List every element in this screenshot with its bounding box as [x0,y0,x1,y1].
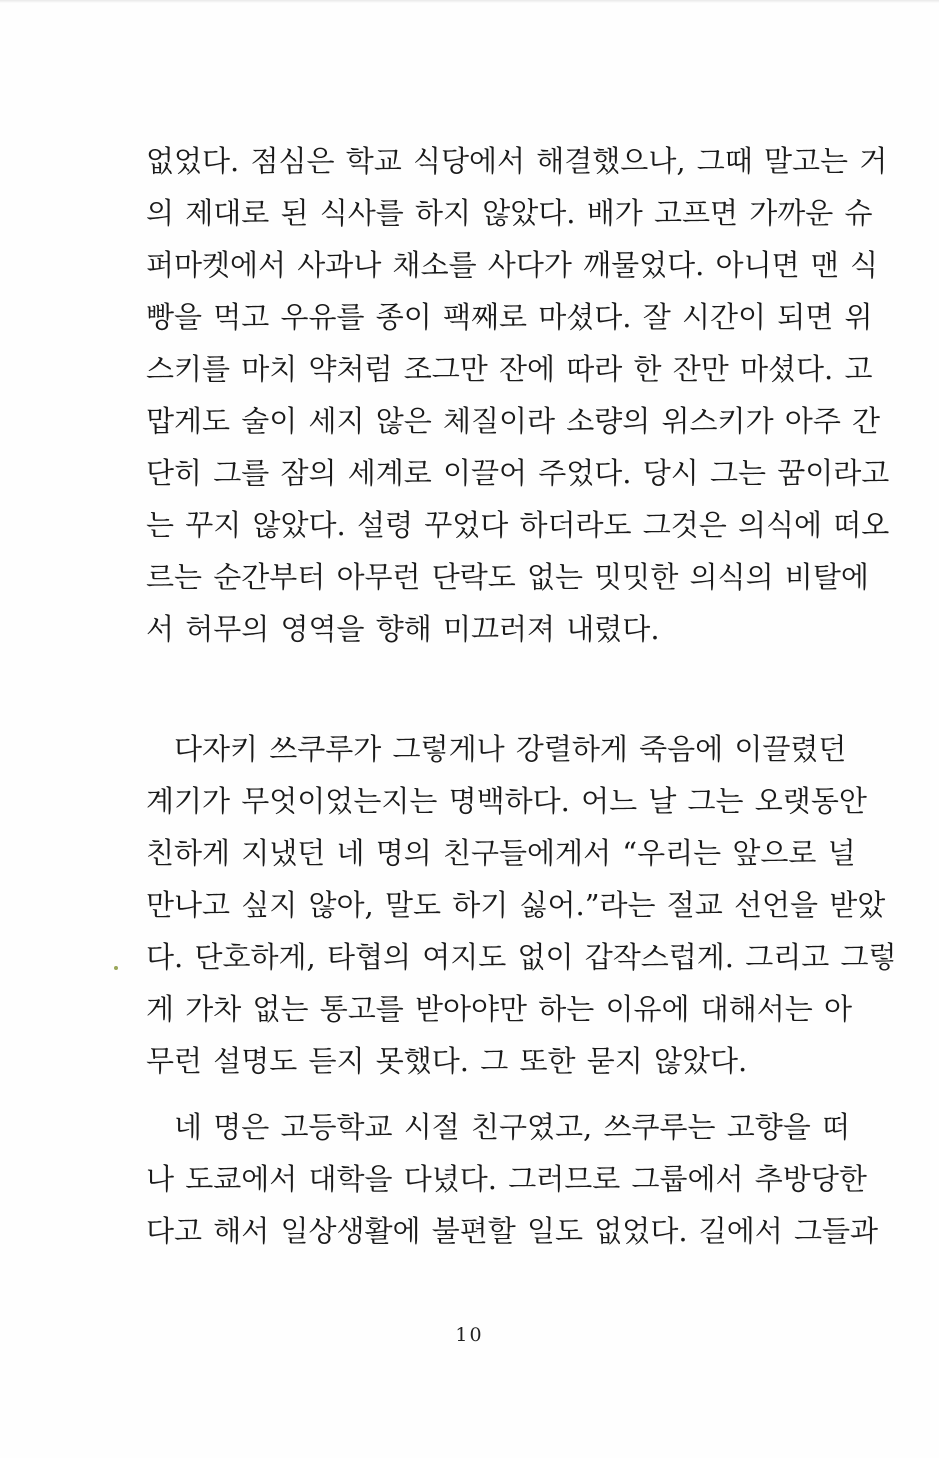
page-number: 10 [455,1324,484,1346]
text-line: 다자키 쓰쿠루가 그렇게나 강렬하게 죽음에 이끌렸던 [174,732,847,766]
text-line: 스키를 마치 약처럼 조그만 잔에 따라 한 잔만 마셨다. 고 [146,352,873,386]
text-line: 맙게도 술이 세지 않은 체질이라 소량의 위스키가 아주 간 [146,404,881,438]
text-line: 없었다. 점심은 학교 식당에서 해결했으나, 그때 말고는 거 [146,144,888,178]
margin-dot-mark [114,966,118,970]
text-line: 다. 단호하게, 타협의 여지도 없이 갑작스럽게. 그리고 그렇 [146,940,897,974]
text-line: 서 허무의 영역을 향해 미끄러져 내렸다. [146,612,660,646]
text-line: 만나고 싶지 않아, 말도 하기 싫어.”라는 절교 선언을 받았 [146,888,886,922]
text-line: 네 명은 고등학교 시절 친구였고, 쓰쿠루는 고향을 떠 [174,1110,851,1144]
text-line: 는 꾸지 않았다. 설령 꾸었다 하더라도 그것은 의식에 떠오 [146,508,890,542]
text-line: 나 도쿄에서 대학을 다녔다. 그러므로 그룹에서 추방당한 [146,1162,867,1196]
page-top-edge [0,0,939,3]
text-line: 친하게 지냈던 네 명의 친구들에게서 “우리는 앞으로 널 [146,836,856,870]
text-line: 다고 해서 일상생활에 불편할 일도 없었다. 길에서 그들과 [146,1214,879,1248]
paragraph-2 [146,723,897,1087]
text-line: 계기가 무엇이었는지는 명백하다. 어느 날 그는 오랫동안 [146,784,867,818]
text-line: 빵을 먹고 우유를 종이 팩째로 마셨다. 잘 시간이 되면 위 [146,300,873,334]
paragraph-1 [146,135,890,655]
text-line: 퍼마켓에서 사과나 채소를 사다가 깨물었다. 아니면 맨 식 [146,248,879,282]
text-line: 르는 순간부터 아무런 단락도 없는 밋밋한 의식의 비탈에 [146,560,869,594]
text-line: 의 제대로 된 식사를 하지 않았다. 배가 고프면 가까운 슈 [146,196,873,230]
paragraph-3 [146,1101,879,1257]
text-line: 무런 설명도 듣지 못했다. 그 또한 묻지 않았다. [146,1044,748,1078]
text-line: 단히 그를 잠의 세계로 이끌어 주었다. 당시 그는 꿈이라고 [146,456,890,490]
text-line: 게 가차 없는 통고를 받아야만 하는 이유에 대해서는 아 [146,992,853,1026]
